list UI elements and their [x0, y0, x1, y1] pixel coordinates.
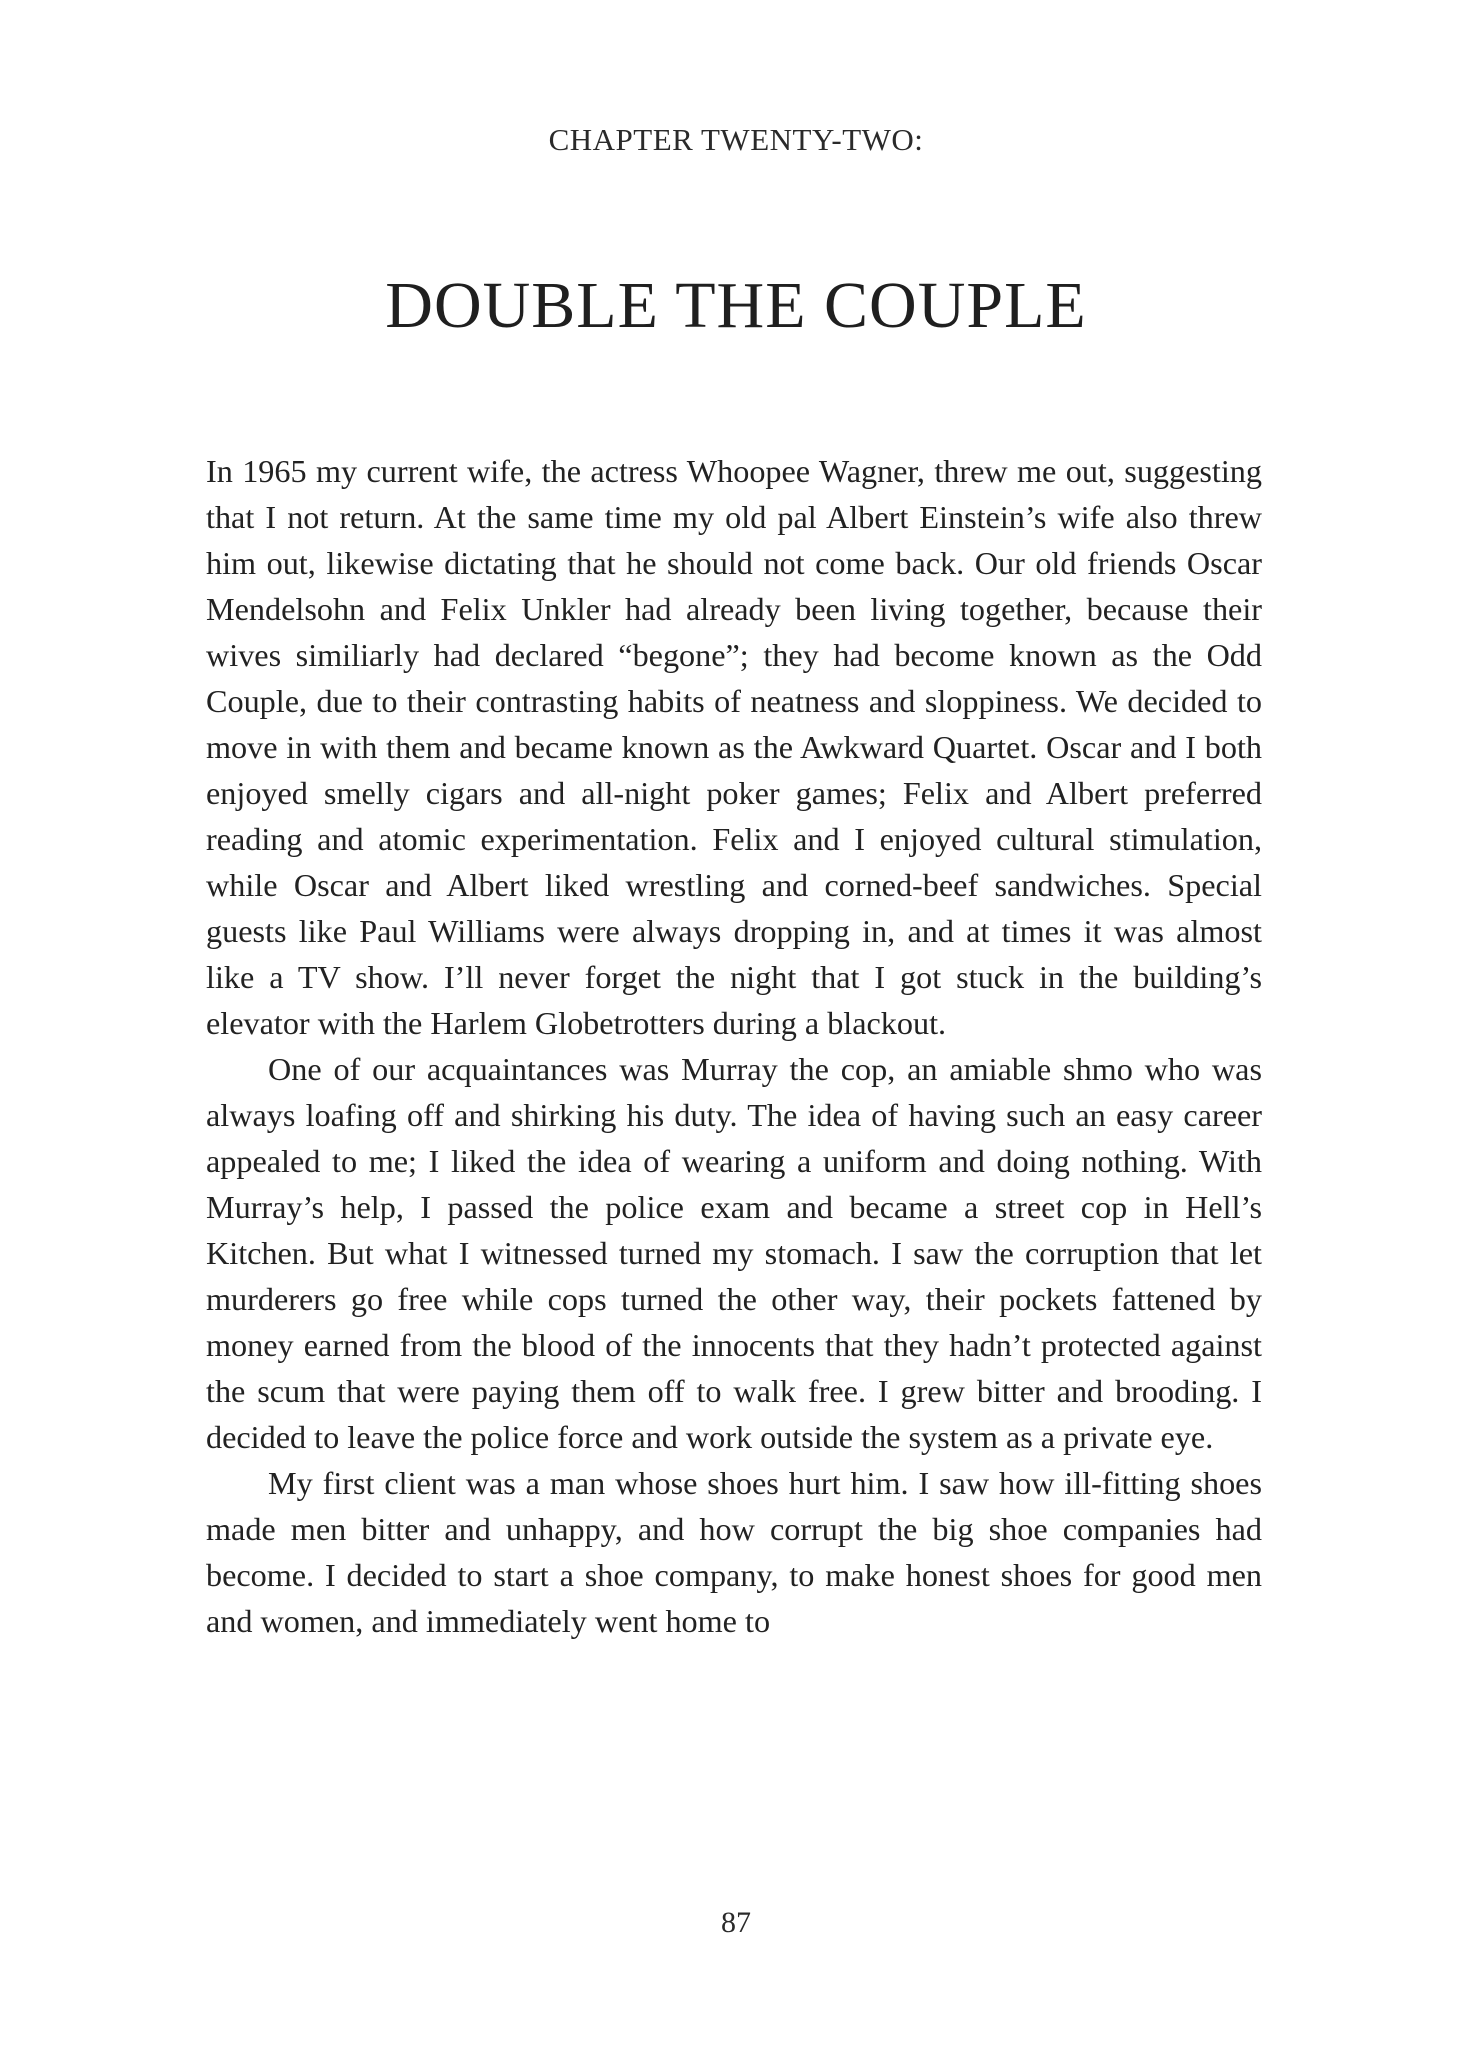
chapter-title: DOUBLE THE COUPLE — [385, 269, 1087, 342]
paragraph-2: One of our acquaintances was Murray the cop, an amiable shmo who was always loafing off and shirking his duty. The idea of having such an easy career appealed to me; I liked the idea of wearing a uniform and doing nothing. With Murray’s help, I passed the police exam and became a street cop in Hell’s Kitchen. But what I witnessed turned my stomach. I saw the corruption that let murderers go free while cops turned the other way, their pockets fattened by money earned from the blood of the innocents that they hadn’t protected against the scum that were paying them off to walk free. I grew bitter and brooding. I decided to leave the police force and work outside the system as a private eye. — [206, 1051, 1262, 1455]
chapter-label: CHAPTER TWENTY-TWO: — [548, 122, 924, 157]
paragraph-1: In 1965 my current wife, the actress Whoopee Wagner, threw me out, suggesting that I not return. At the same time my old pal Albert Einstein’s wife also threw him out, likewise dictating that he should not come back. Our old friends Oscar Mendelsohn and Felix Unkler had already been living together, because their wives similiarly had declared “begone”; they had become known as the Odd Couple, due to their contrasting habits of neatness and sloppiness. We decided to move in with them and became known as the Awkward Quartet. Oscar and I both enjoyed smelly cigars and all-night poker games; Felix and Albert preferred reading and atomic experimentation. Felix and I enjoyed cultural stimulation, while Oscar and Albert liked wrestling and corned-beef sandwiches. Special guests like Paul Williams were always dropping in, and at times it was almost like a TV show. I’ll never forget the night that I got stuck in the building’s elevator with the Harlem Globetrotters during a blackout. — [206, 453, 1262, 1041]
body-text — [206, 448, 1262, 1644]
page-number: 87 — [721, 1906, 751, 1939]
paragraph-3: My first client was a man whose shoes hurt him. I saw how ill-fitting shoes made men bitter and unhappy, and how corrupt the big shoe companies had become. I decided to start a shoe company, to make honest shoes for good men and women, and immediately went home to — [206, 1465, 1262, 1639]
